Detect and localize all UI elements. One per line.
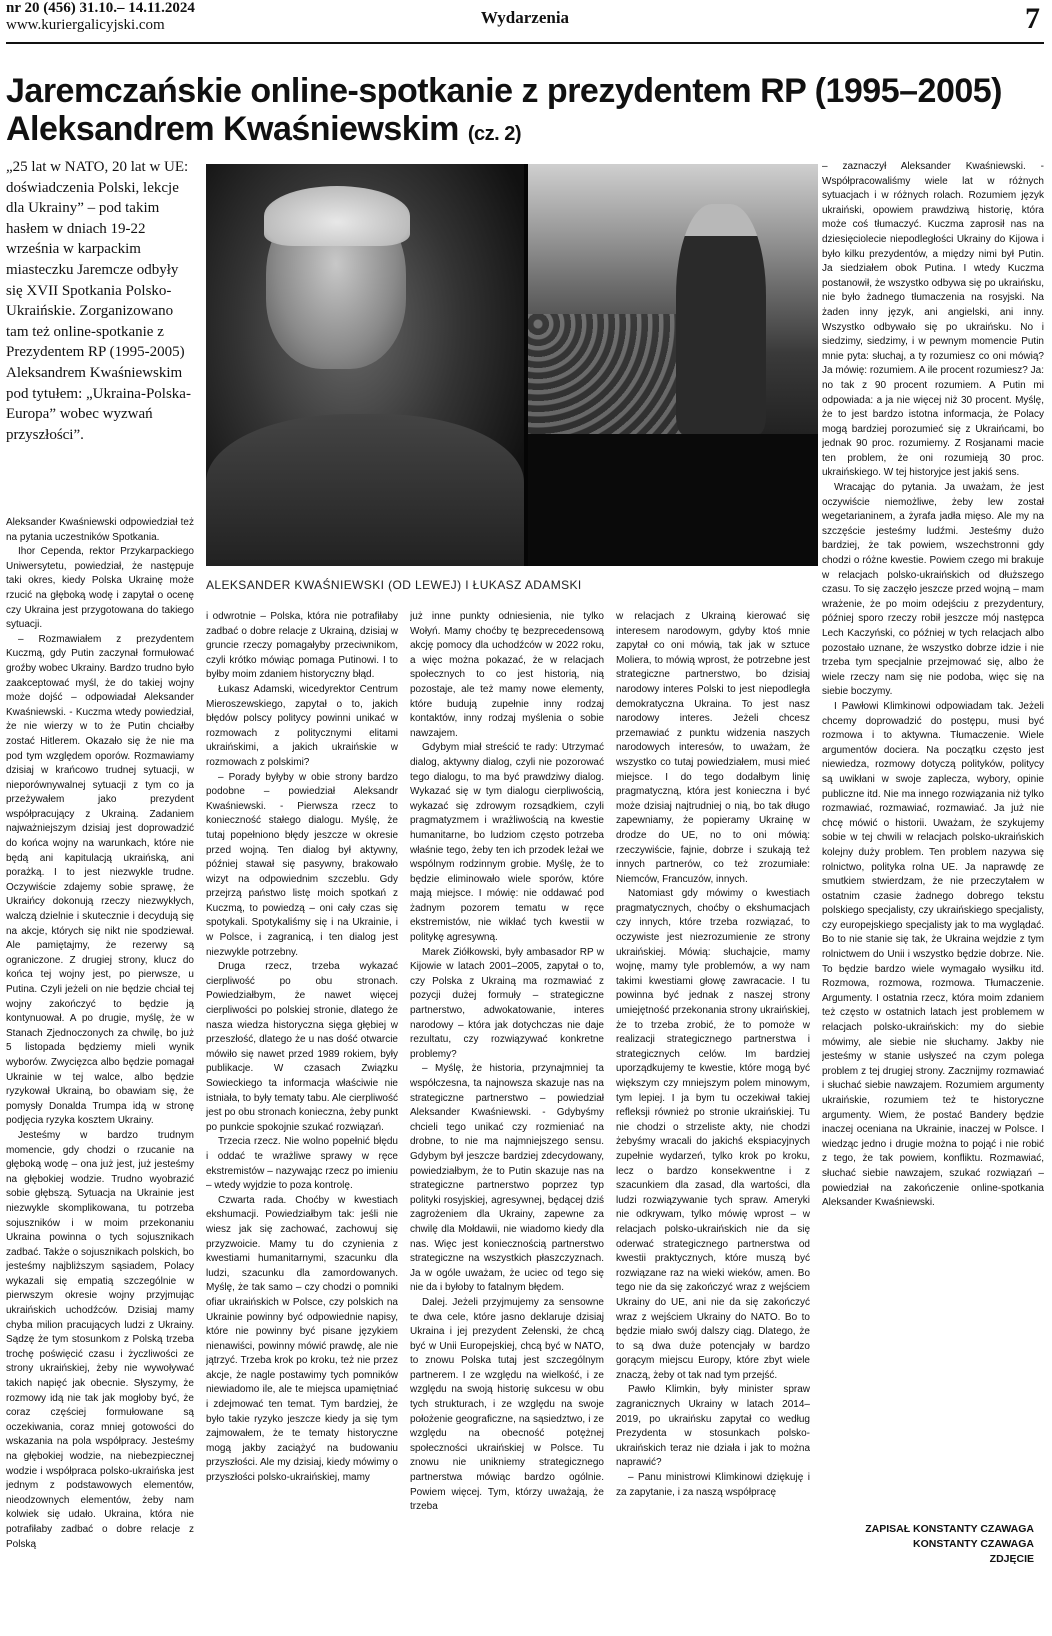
paragraph: Druga rzecz, trzeba wykazać cierpliwość po obu stronach. Powiedziałbym, że nawet więcej cierpliwości po polskiej stronie, dlatego że nasza wiedza historyczna sięga głębiej w przeszłość, dlatego że u nas dość otwarcie mówiło się nawet przed 1989 rokiem, były publikacje. W czasach Związku Sowieckiego ta informacja właściwie nie istniała, to były tematy tabu. Ale cierpliwość jest po obu stronach konieczna, żeby punkt po punkcie spokojnie szukać rozwiązań. xyxy=(206,961,398,1133)
paragraph: I Pawłowi Klimkinowi odpowiadam tak. Jeżeli chcemy doprowadzić do postępu, musi być rozmowa i to aktywna. Tłumaczenie. Wiele argumentów dociera. Na początku często jest niewiedza, rozmowy dotyczą polityków, politycy są uwikłani w swoje zaplecza, wybory, opinie publiczne itd. Nie ma innego rozwiązania niż tylko rozmawiać, rozmawiać, rozmawiać. Ja już nie chcę mówić o historii. Uważam, że szykujemy sobie w tej chwili w relacjach polsko-ukraińskich kolejny duży problem. Ten problem nazywa się rolnictwo, polityka rolna UE. Ja naprawdę ze smutkiem stwierdzam, że nie przeczytałem w ostatnim czasie żadnego dobrego tekstu polskiego specjalisty, czy ukraińskiego specjalisty, czy europejskiego specjalisty jak to ma wyglądać. Bo to nie stanie się tak, że Ukraina wejdzie z tym rolnictwem do Unii i wszystko będzie dobrze. Nie. To będzie bardzo wiele wymagało wysiłku itd. Rozmowa, rozmowa, rozmowa. Tłumaczenie. Argumenty. I ostatnia rzecz, która moim zdaniem też często w ostatnich latach jest problemem w relacjach polsko-ukraińskich: my do siebie mówimy, ale siebie nie słuchamy. Jakby nie jesteśmy w stanie usłyszeć na czym polega problem z tej drugiej strony. Zacznijmy rozmawiać i słuchać siebie nawzajem. Rozumiem argumenty ukraińskie, rozumiem też te historyczne argumenty. Wiem, że postać Bandery będzie inaczej oceniana na Ukrainie, inaczej w Polsce. I wiedząc jedno i drugie można to pojąć i nie robić z tego, że tak powiem, konfliktu. Rozmawiać, słuchać siebie nawzajem, szukać rozwiązań – powiedział na zakończenie online-spotkania Aleksander Kwaśniewski. xyxy=(822,700,1044,1209)
article-column-4 xyxy=(616,610,810,1636)
article-lead: „25 lat w NATO, 20 lat w UE: doświadczenia Polski, lekcje dla Ukrainy” – pod takim hasłem w dniach 19-22 września w karpackim miasteczku Jaremcze odbyły się XVII Spotkania Polsko-Ukraińskie. Zorganizowano tam też online-spotkanie z Prezydentem RP (1995-2005) Aleksandrem Kwaśniewskim pod tytułem: „Ukraina-Polska-Europa” wobec wyzwań przyszłości”. xyxy=(6,159,191,443)
paragraph: już inne punkty odniesienia, nie tylko Wołyń. Mamy choćby tę bezprecedensową akcję pomocy dla uchodźców w 2022 roku, a więc można pokazać, że w relacjach społecznych to co jest historią, nią pozostaje, ale też mamy nowe elementy, które budują zupełnie inny rodzaj kontaktów, inny rodzaj myślenia o sobie nawzajem. xyxy=(410,611,604,739)
paragraph: Natomiast gdy mówimy o kwestiach pragmatycznych, choćby o ekshumacjach czy innych, które trzeba rozwiązać, to oczywiste jest niezrozumienie ze strony ukraińskiej. Mówią: słuchajcie, mamy wojnę, mamy tyle problemów, a wy nam takimi kwestiami głowę zawracacie. I tu powinna być jednak z naszej strony umiejętność przekonania strony ukraińskiej, że to trzeba zrobić, że to pomoże w realizacji strategicznego partnerstwa i strategicznych celów. Im bardziej uporządkujemy te kwestie, które mogą być większym czy mniejszym polem minowym, tym lepiej. I ja bym tu oczekiwał takiej refleksji również po stronie ukraińskiej. Tu nie chodzi o strzeliste akty, nie chodzi żebyśmy wracali do jakichś ekspiacyjnych zupełnie wydarzeń, tylko krok po kroku, lecz o bardzo konsekwentne i z szacunkiem dla zasad, dla wartości, dla ludzi rozwiązywanie tych spraw. Ameryki nie odkrywam, tylko mówię wprost – w relacjach polsko-ukraińskich nie da się oderwać strategicznego partnerstwa od kwestii praktycznych, które muszą być rozwiązane raz na wieki wieków, amen. Bo tego nie da się zakończyć wraz z wejściem Ukrainy do UE, ani nie da się zakończyć wraz z wejściem Ukrainy do NATO. Bo to będzie miało swój dalszy ciąg. Dlatego, że to są dwa duże potencjały w bardzo gorącym miejscu Europy, które zbyt wiele znaczą, żeby ot tak nad tym przejść. xyxy=(616,888,810,1381)
credit-author: ZAPISAŁ KONSTANTY CZAWAGA xyxy=(865,1523,1034,1535)
paragraph: – Porady byłyby w obie strony bardzo podobne – powiedział Aleksandr Kwaśniewski. - Pierwsza rzecz to konieczność stałego dialogu. Myślę, że tutaj popełniono błędy jeszcze w okresie przed wojną. Ten dialog był aktywny, później stawał się pasywny, brakowało wizyt na odpowiednim szczeblu. Gdy przejrzą państwo listę moich spotkań z Kuczmą, to powiedzą – oni cały czas się spotykali. Spotykaliśmy się i na Ukrainie, i w Polsce, i zagranicą, i ten dialog jest niezwykle potrzebny. xyxy=(206,771,398,958)
paragraph: Aleksander Kwaśniewski odpowiedział też na pytania uczestników Spotkania. xyxy=(6,517,194,543)
article-photo xyxy=(206,164,818,566)
issue-number: nr 20 (456) 31.10.– 14.11.2024 xyxy=(6,0,195,16)
paragraph: Dalej. Jeżeli przyjmujemy za sensowne te dwa cele, które jasno deklaruje dzisiaj Ukraina i jej prezydent Zełenski, że chcą być w Unii Europejskiej, chcą być w NATO, to znowu Polska tutaj jest szczególnym partnerem. I ze względu na wielkość, i ze względu na swoją historię sukcesu w obu tych strukturach, i ze względu na swoje położenie geograficzne, na sąsiedztwo, i ze względu na obecność potężnej społeczności ukraińskiej w Polsce. Tu znowu nie unikniemy strategicznego partnerstwa mówiąc bardzo ogólnie. Powiem więcej. Tym, którzy uważają, że trzeba xyxy=(410,1296,604,1513)
paragraph: – Panu ministrowi Klimkinowi dziękuję i za zapytanie, i za naszą współpracę xyxy=(616,1472,810,1498)
paragraph: Jesteśmy w bardzo trudnym momencie, gdy chodzi o rzucanie na głęboką wodę – ona już jest, już jesteśmy na głębokiej wodzie. Trudno wyobrazić sobie głębszą. Sytuacja na Ukrainie jest niezwykle skomplikowana, tu potrzeba sojuszników i w moim przekonaniu Ukraina powinna o tych sojusznikach zadbać. Także o sojusznikach polskich, bo jesteśmy najbliższym sąsiadem, Polacy wykazali się empatią szczególnie w pierwszym okresie wojny przyjmując ukraińskich uchodźców. Dzisiaj mamy chyba milion pracujących ludzi z Ukrainy. Sądzę że tym stosunkom z Polską trzeba trochę poświęcić czasu i życzliwości ze strony ukraińskiej, żeby nie wywoływać takich napięć jak obecnie. Słyszymy, że rozmowy idą nie tak jak mogłoby być, że coraz częściej formułowane są oczekiwania, coraz mniej gotowości do wskazania na pola współpracy. Jesteśmy na głębokiej wodzie, na niebezpiecznej wodzie i współpraca polsko-ukraińska jest jednym z podstawowych elementów, nieodzownych elementów, żeby nam kolwiek się udało. Ukraina, która nie potrafiłaby zadbać o dobre relacje z Polską xyxy=(6,1129,194,1550)
article-column-1 xyxy=(6,516,194,1636)
paragraph: i odwrotnie – Polska, która nie potrafiłaby zadbać o dobre relacje z Ukrainą, dzisiaj w gruncie rzeczy pomagałyby przeciwnikom, czyli krótko mówiąc pomaga Putinowi. I to byłby moim zdaniem historyczny błąd. xyxy=(206,611,398,681)
paragraph: Czwarta rada. Choćby w kwestiach ekshumacji. Powiedziałbym tak: jeśli nie wiesz jak się zachować, zachowuj się przyzwoicie. Mamy tu do czynienia z kwestiami humanitarnymi, szacunku dla ludzi, szacunku dla zamordowanych. Myślę, że tak samo – czy chodzi o pomniki ofiar ukraińskich w Polsce, czy polskich na Ukrainie powinny być odpowiednie napisy, które nie powinny być pisane językiem nienawiści, powinny mówić prawdę, ale nie jątrzyć. Trzeba krok po kroku, też nie przez akcje, że nagle postawimy tych pomników niewiadomo ile, ale te miejsca upamiętniać i zdejmować ten temat. Tym bardziej, że było takie ryzyko jeszcze kiedy ja się tym zajmowałem, że te tematy historyczne mogą jakby zaciążyć na budowaniu przyszłości. Ale my dzisiaj, kiedy mówimy o przyszłości polsko-ukraińskiej, mamy xyxy=(206,1194,398,1484)
photo-speaker xyxy=(676,204,766,434)
paragraph: Łukasz Adamski, wicedyrektor Centrum Mieroszewskiego, zapytał o to, jakich błędów polscy politycy powinni unikać w rozmowach z politycznymi elitami ukraińskimi, a jakich ukraińskie w rozmowach z polskimi? xyxy=(206,683,398,768)
page-header xyxy=(6,0,1044,44)
paragraph: – zaznaczył Aleksander Kwaśniewski. - Współpracowaliśmy wiele lat w różnych sytuacjach i w różnych rolach. Rozumiem język ukraiński, opowiem prawdziwą historię, która może coś tłumaczyć. Kuczma zaprosił nas na dziesięciolecie niepodległości Ukrainy do Kijowa i było kilku prezydentów, a między nimi był Putin. Ja siedziałem obok Putina. I wtedy Kuczma postanowił, że wszystko odbywa się po ukraińsku, nie było żadnego tłumaczenia na rosyjski. Na żaden inny język, ani angielski, ani inny. Wszystko odbywało się po ukraińsku. No i siedzimy, siedzimy, i w pewnym momencie Putin mnie pyta: słuchaj, a ty rozumiesz co oni mówią? Ja mówię: rozumiem. A ile procent rozumiesz? Ja: no tak z 90 procent rozumiem. A Putin mi odpowiada: a ja nie więcej niż 30 procent. Myślę, że to jest bardzo istotna informacja, że Polacy mogą bardziej porozumieć się z Ukraińcami, bo jednak 90 proc. rozumiemy. Z Rosjanami macie ten problem, że oni rozumieją 30 proc. ukraińskiego. W tej historyjce jest jakiś sens. xyxy=(822,161,1044,479)
article-title xyxy=(6,72,1046,153)
photo-credit xyxy=(865,1522,1034,1567)
photo-left-panel xyxy=(206,164,524,566)
article-column-2 xyxy=(206,610,398,1636)
photo-caption: ALEKSANDER KWAŚNIEWSKI (OD LEWEJ) I ŁUKASZ ADAMSKI xyxy=(206,578,582,592)
article-title-part: (cz. 2) xyxy=(467,123,522,145)
section-name: Wydarzenia xyxy=(480,8,570,27)
paragraph: – Rozmawiałem z prezydentem Kuczmą, gdy Putin zaczynał formułować groźby wobec Ukrainy. Bardzo trudno było zaakceptować myśl, że do takiej wojny może dojść – odpowiadał Aleksander Kwaśniewski. - Kuczma wtedy powiedział, że nie wierzy w to że Putin chciałby zostać Hitlerem. Okazało się że nie ma pod tym względem oporów. Rozmawiamy dzisiaj w krańcowo trudnej sytuacji, w nieporównywalnej sytuacji z tym co ja przeżywałem jako prezydent współpracujący z Ukrainą. Zadaniem najważniejszym dzisiaj jest doprowadzić do końca wojny na warunkach, które nie będą ani kapitulacją ukraińską, ani porażką. I to jest niezwykle trudne. Oczywiście zdajemy sobie sprawę, że Ukraińcy dokonują rzeczy niezwykłych, walczą dzielnie i skutecznie i decydują się na akcje, których się nikt nie spodziewał. Ale pamiętajmy, że rezerwy są ograniczone. Z drugiej strony, klucz do końca tej wojny jest, po pierwsze, u Putina. Czyli jeżeli on nie będzie chciał tej wojny zakończyć to będzie ją kontynuował. A po drugie, myślę, że w Stanach Zjednoczonych za chwilę, bo już 5 listopada będziemy mieli wynik wyborów. Zwycięzca albo będzie pomagał Ukrainie w tej walce, albo będzie ryzykował Ukrainą, bo obawiam się, że pomysły Donalda Trumpa idą w stronę podjęcia ryzyka kosztem Ukrainy. xyxy=(6,633,194,1127)
paragraph: Wracając do pytania. Ja uważam, że jest oczywiście niemożliwe, żeby lew został wegetarianinem, a żyrafa jadła mięso. Ale my na szczęście jesteśmy ludźmi. Jesteśmy dużo bardziej, że tak powiem, wszechstronni gdy chodzi o różne kwestie. Powiem czego mi brakuje w relacjach polsko-ukraińskich od dłuższego czasu. To się zaczęło jeszcze przed wojną – mam wrażenie, że po moim odejściu z prezydentury, później sporo rzeczy robił jeszcze mój następca Lech Kaczyński, co później w tych relacjach albo pozostało uznane, że wszystko dobrze idzie i nie trzeba tym specjalnie przejmować się, albo że wiele rzeczy nam się nie podoba, więc się na siebie boczymy. xyxy=(822,482,1044,698)
paragraph: Pawło Klimkin, były minister spraw zagranicznych Ukrainy w latach 2014–2019, po ukraińsku zapytał co według Prezydenta w stosunkach polsko-ukraińskich teraz nie działa i jak to można naprawić? xyxy=(616,1384,810,1469)
credit-photo-label: ZDJĘCIE xyxy=(989,1553,1034,1565)
article-column-3 xyxy=(410,610,604,1636)
photo-figure-body xyxy=(206,414,524,566)
article-title-text: Jaremczańskie online-spotkanie z prezydentem RP (1995–2005) Aleksandrem Kwaśniewskim xyxy=(6,72,1002,148)
credit-photographer: KONSTANTY CZAWAGA xyxy=(913,1538,1034,1550)
paragraph: – Myślę, że historia, przynajmniej ta współczesna, ta najnowsza skazuje nas na strategiczne partnerstwo – powiedział Aleksander Kwaśniewski. - Gdybyśmy chcieli tego unikać czy rozmieniać na drobne, to nie ma najmniejszego sensu. Gdybym był jeszcze bardziej zdecydowany, powiedziałbym, że to Putin skazuje nas na strategiczne partnerstwo poprzez typ polityki rosyjskiej, agresywnej, będącej dziś zagrożeniem dla Ukrainy, zapewne za chwilę dla Mołdawii, nie wiadomo kiedy dla nas. Więc jest koniecznością partnerstwo strategiczne na wszystkich płaszczyznach. Ja w ogóle uważam, że uciec od tego się nie da i byłoby to fatalnym błędem. xyxy=(410,1063,604,1294)
photo-dark-area xyxy=(528,434,818,566)
photo-figure-hair xyxy=(264,186,410,246)
paragraph: w relacjach z Ukrainą kierować się interesem narodowym, gdyby ktoś mnie zapytał co oni mówią, tak jak w sztuce Moliera, to mówią wprost, że potrzebne jest strategiczne partnerstwo, bo dzisiaj narodowy interes Polski to jest niepodległa demokratyczna Ukraina. To jest nasz narodowy interes. Jeżeli chcesz przemawiać z punktu widzenia naszych narodowych interesów, to uważam, że wszystko co tutaj powiedziałem, musi mieć miejsce. I do tego dodałbym linię pragmatyczną, która jest konieczna i być może dzisiaj najtrudniej o nią, bo tak długo zapewniamy, że popieramy Ukrainę w drodze do UE, no to oni mówią: rzeczywiście, fajnie, dobrze i szukają też innych partnerów, co też zrozumiałe: Niemców, Francuzów, innych. xyxy=(616,611,810,885)
page-number: 7 xyxy=(1025,2,1040,35)
website-link[interactable]: www.kuriergalicyjski.com xyxy=(6,17,165,33)
paragraph: Gdybym miał streścić te rady: Utrzymać dialog, aktywny dialog, czyli nie pozorować tego dialogu, to ma być prawdziwy dialog. Wykazać się w tym dialogu cierpliwością, wykazać się zdrowym rozsądkiem, czyli pragmatyzmem i wrażliwością na kwestie humanitarne, bo ludziom często potrzeba właśnie tego, żeby ten ich przodek leżał we wspólnym rodzinnym grobie. Myślę, że to będzie eliminowało wiele sporów, które mają miejsce. I mówię: nie oddawać pod żadnym pozorem tematu w ręce ekstremistów, nie wikłać tych kwestii w politykę agresywną. xyxy=(410,742,604,944)
article-column-5 xyxy=(822,160,1044,1520)
paragraph: Marek Ziółkowski, były ambasador RP w Kijowie w latach 2001–2005, zapytał o to, czy Polska z Ukrainą ma rozmawiać z pozycji dużej formuły – strategiczne partnerstwo, adwokatowanie, interes narodowy – która jak dotychczas nie daje rezultatu, czy rozwiązywać konkretne problemy? xyxy=(410,946,604,1060)
paragraph: Trzecia rzecz. Nie wolno popełnić błędu i oddać te wrażliwe sprawy w ręce ekstremistów – nazywając rzecz po imieniu – wtedy wyjdzie to poza kontrolę. xyxy=(206,1136,398,1192)
paragraph: Ihor Cependa, rektor Przykarpackiego Uniwersytetu, powiedział, że następuje taki okres, kiedy Polska Ukrainę może rzucić na głęboką wodę i zapytał o ocenę czy Ukraina jest przygotowana do takiego sytuacji. xyxy=(6,546,194,631)
